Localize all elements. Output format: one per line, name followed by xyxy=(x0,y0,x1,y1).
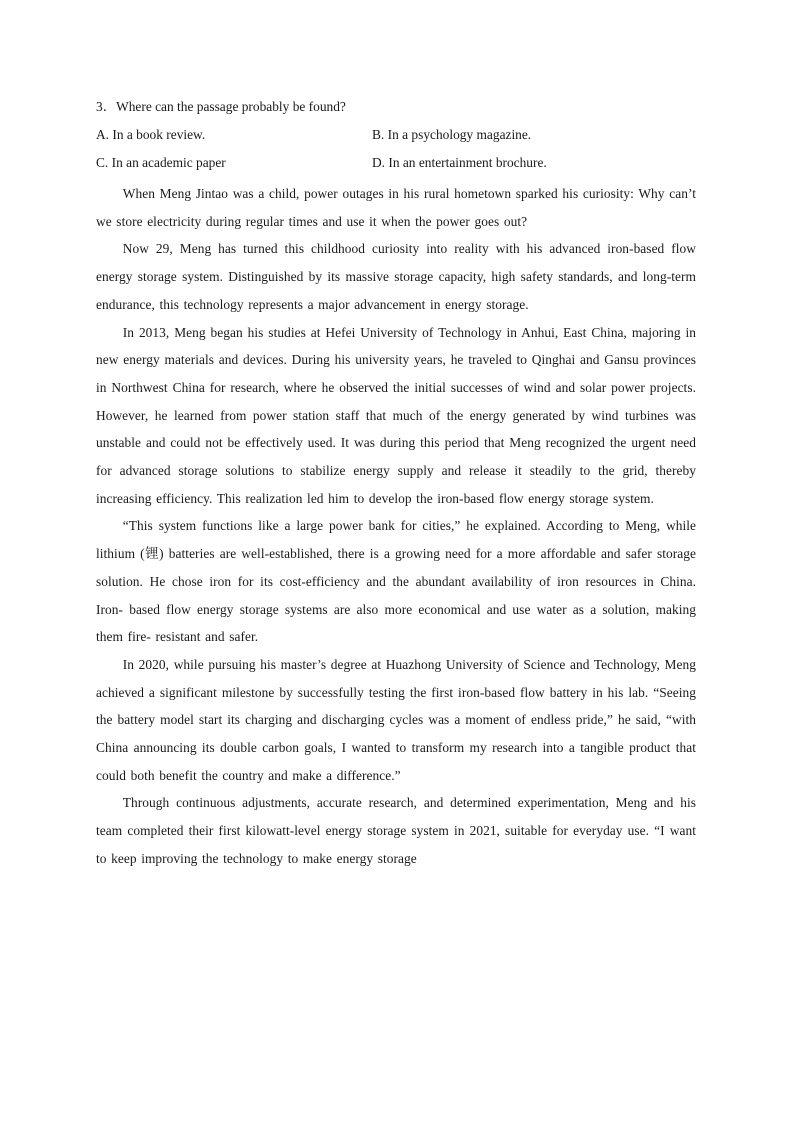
option-c[interactable]: C. In an academic paper xyxy=(96,155,226,170)
option-b[interactable]: B. In a psychology magazine. xyxy=(372,127,532,142)
passage-paragraph: In 2020, while pursuing his master’s degree at Huazhong University of Science and Technology, Meng achieved a significant milestone by successfully testing the first iron-based flow battery in his lab. “Seeing the battery model start its charging and discharging cycles was a moment of endless pride,” he said, “with China announcing its double carbon goals, I wanted to transform my research into a tangible product that could both benefit the country and make a difference.” xyxy=(96,656,696,783)
passage-paragraph: When Meng Jintao was a child, power outages in his rural hometown sparked his curiosity: Why can’t we store electricity during regular times and use it when the power goes out? xyxy=(96,186,696,229)
passage-paragraph: “This system functions like a large power bank for cities,” he explained. According to Meng, while lithium (锂) batteries are well-established, there is a growing need for a more affordable and safer storage solution. He chose iron for its cost-efficiency and the abundant availability of iron resources in China. Iron- based flow energy storage systems are also more economical and use water as a solution, making them fire- resistant and safer. xyxy=(96,518,696,645)
exam-page xyxy=(96,96,696,873)
options-row-1 xyxy=(96,124,696,152)
passage-paragraph: Now 29, Meng has turned this childhood curiosity into reality with his advanced iron-based flow energy storage system. Distinguished by its massive storage capacity, high safety standards, and long-term endurance, this technology represents a major advancement in energy storage. xyxy=(96,241,696,312)
reading-passage xyxy=(96,180,696,873)
passage-paragraph: Through continuous adjustments, accurate research, and determined experimentation, Meng and his team completed their first kilowatt-level energy storage system in 2021, suitable for everyday use. “I want to keep improving the technology to make energy storage xyxy=(96,795,696,866)
passage-paragraph: In 2013, Meng began his studies at Hefei University of Technology in Anhui, East China, majoring in new energy materials and devices. During his university years, he traveled to Qinghai and Gansu provinces in Northwest China for research, where he observed the initial successes of wind and solar power projects. However, he learned from power station staff that much of the energy generated by wind turbines was unstable and could not be effectively used. It was during this period that Meng recognized the urgent need for advanced storage solutions to stabilize energy supply and release it steadily to the grid, thereby increasing efficiency. This realization led him to develop the iron-based flow energy storage system. xyxy=(96,324,696,506)
answer-options xyxy=(96,124,696,180)
option-d[interactable]: D. In an entertainment brochure. xyxy=(372,155,547,170)
option-a[interactable]: A. In a book review. xyxy=(96,127,206,142)
options-row-2 xyxy=(96,152,696,180)
question-stem: 3．Where can the passage probably be found? xyxy=(96,99,346,114)
